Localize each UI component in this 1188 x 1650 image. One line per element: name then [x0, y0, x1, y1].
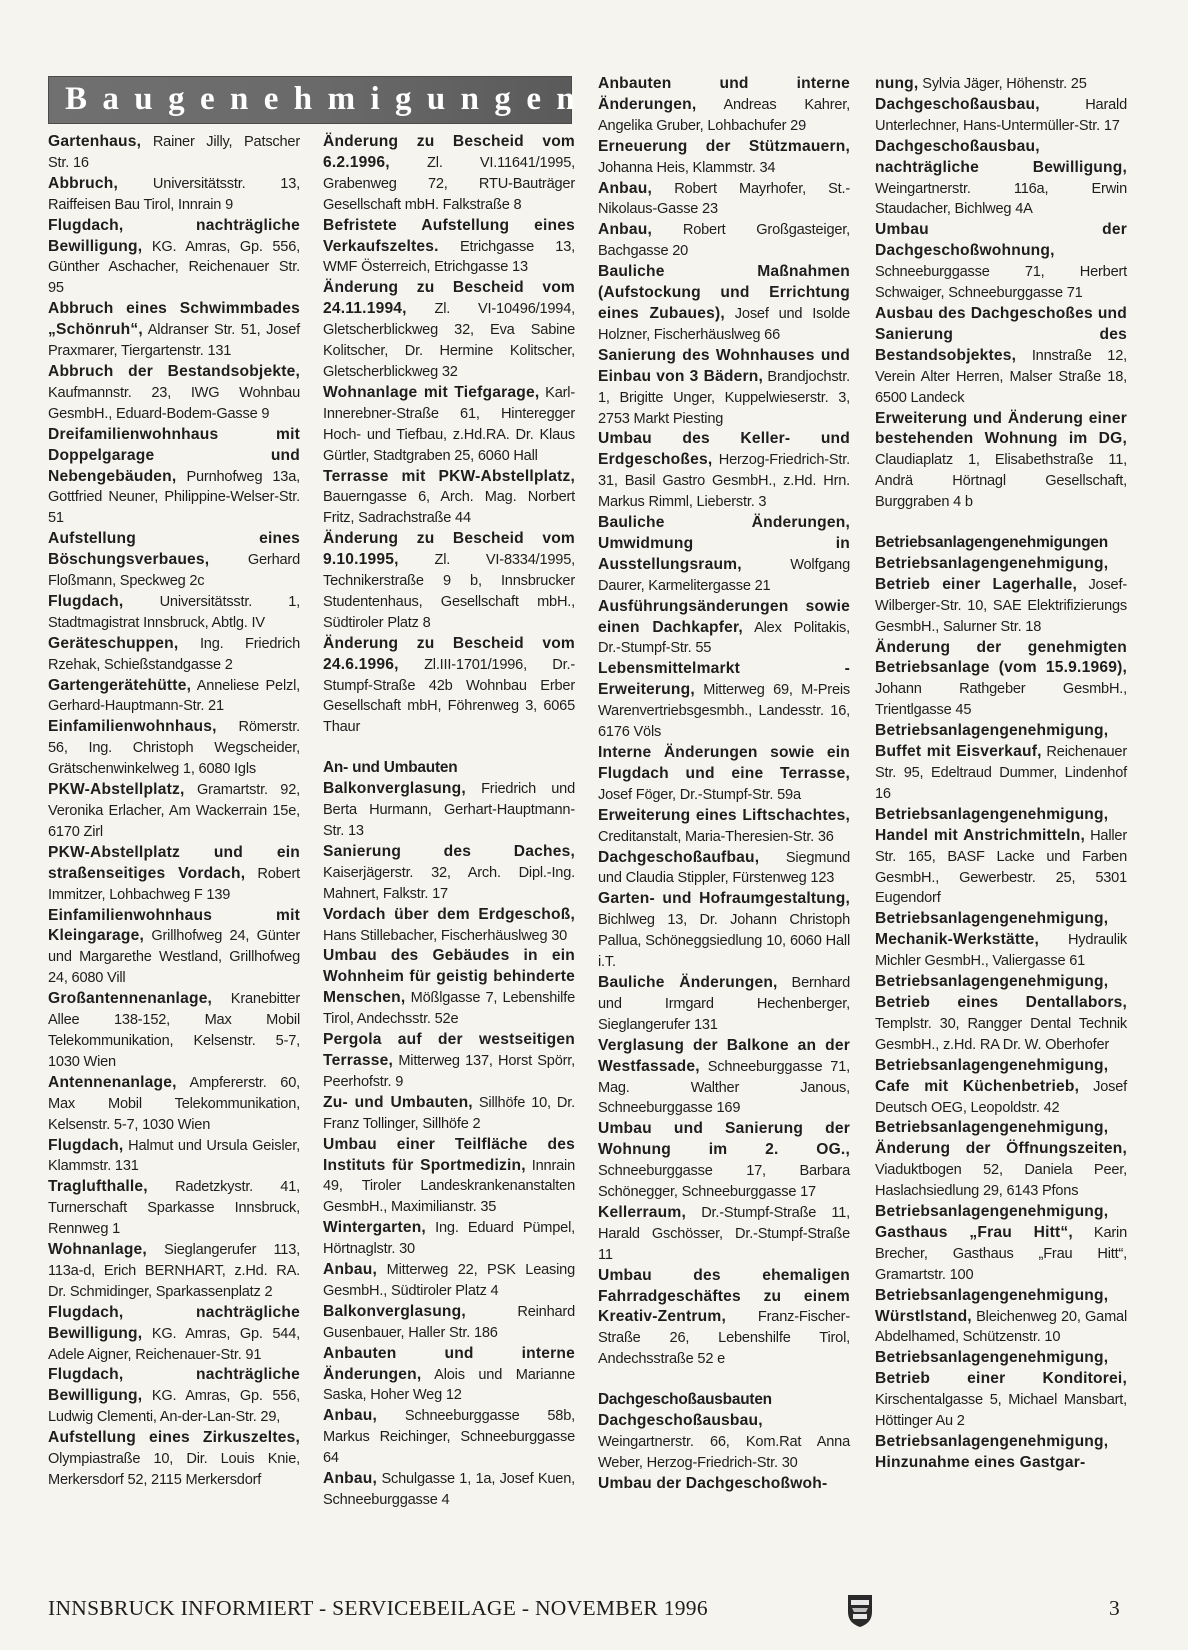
- listing-entry: [598, 513, 850, 597]
- entry-details: Kirschentalgasse 5, Michael Mansbart, Höttinger Au 2: [875, 1392, 1127, 1430]
- listing-entry: [598, 74, 850, 137]
- entry-subject: Befristete Aufstellung eines Verkaufszeltes.: [323, 216, 575, 255]
- listing-entry: [48, 529, 300, 592]
- listing-entry: [598, 806, 850, 848]
- entry-details: Bichlweg 13, Dr. Johann Christoph Pallua, Schöneggsiedlung 10, 6060 Hall i.T.: [598, 912, 850, 971]
- entry-subject: Dreifamilienwohnhaus mit Doppelgarage und Nebengebäuden,: [48, 425, 300, 485]
- entry-subject: Abbruch eines Schwimmbades „Schönruh“,: [48, 300, 300, 339]
- listing-entry: [875, 1056, 1127, 1119]
- entry-subject: Flugdach, nachträgliche Bewilligung,: [48, 1303, 300, 1342]
- listing-entry: [598, 1474, 850, 1495]
- listing-entry: [48, 299, 300, 362]
- entry-subject: Wohnanlage,: [48, 1241, 147, 1259]
- entry-subject: Betriebsanlagengenehmigung, Buffet mit Eisverkauf,: [875, 722, 1109, 761]
- entry-details: Alex Politakis, Dr.-Stumpf-Str. 55: [598, 619, 850, 657]
- entry-subject: Antennenanlage,: [48, 1073, 177, 1091]
- entry-subject: Umbau des ehemaligen Fahrradgeschäftes zu einem Kreativ-Zentrum,: [598, 1266, 850, 1326]
- entry-details: Hydraulik Michler GesmbH., Valiergasse 61: [875, 932, 1127, 970]
- entry-subject: Dachgeschoßausbau, nachträgliche Bewilligung,: [875, 137, 1127, 176]
- footer-title: INNSBRUCK INFORMIERT - SERVICEBEILAGE - NOVEMBER 1996: [48, 1596, 708, 1620]
- entry-details: Josef Föger, Dr.-Stumpf-Str. 59a: [598, 786, 801, 803]
- listing-entry: [48, 1365, 300, 1428]
- entry-details: Siegmund und Claudia Stippler, Fürstenweg 123: [598, 849, 850, 887]
- entry-details: Bernhard und Irmgard Hechenberger, Sieglangerufer 131: [598, 974, 850, 1033]
- listing-entry: [48, 1136, 300, 1178]
- entry-details: Schulgasse 1, 1a, Josef Kuen, Schneeburggasse 4: [323, 1471, 575, 1508]
- entry-subject: Aufstellung eines Zirkuszeltes,: [48, 1429, 300, 1447]
- entry-details: Karl-Innerebner-Straße 61, Hinteregger Hoch- und Tiefbau, z.Hd.RA. Dr. Klaus Gürtler, Stadtgraben 25, 6060 Hall: [323, 384, 575, 464]
- entry-subject: Betriebsanlagengenehmigung, Änderung der Öffnungszeiten,: [875, 1119, 1127, 1158]
- entry-details: Bauerngasse 6, Arch. Mag. Norbert Fritz, Sadrachstraße 44: [323, 489, 575, 527]
- listing-entry: [323, 1218, 575, 1260]
- entry-subject: Bauliche Änderungen,: [598, 973, 778, 991]
- listing-entry: [323, 1344, 575, 1407]
- listing-entry: [323, 1260, 575, 1302]
- listing-entry: [598, 973, 850, 1036]
- entry-details: KG. Amras, Gp. 556, Günther Aschacher, Reichenauer Str. 95: [48, 238, 300, 297]
- listing-entry: [875, 1286, 1127, 1349]
- listing-entry: [48, 1303, 300, 1366]
- entry-details: Purnhofweg 13a, Gottfried Neuner, Philippine-Welser-Str. 51: [48, 468, 300, 527]
- listing-entry: [48, 717, 300, 780]
- listing-entry: [48, 132, 300, 174]
- listing-entry: [323, 132, 575, 216]
- entry-subject: Umbau der Dachgeschoßwohnung,: [875, 221, 1127, 260]
- entry-subject: Umbau und Sanierung der Wohnung im 2. OG.,: [598, 1120, 850, 1159]
- entry-subject: Ausführungsänderungen sowie einen Dachkapfer,: [598, 597, 850, 636]
- listing-entry: [323, 216, 575, 279]
- listing-entry: [323, 1030, 575, 1093]
- entry-subject: Sanierung des Daches,: [323, 842, 575, 860]
- entry-subject: Balkonverglasung,: [323, 1302, 466, 1320]
- entry-details: Schneeburggasse 17, Barbara Schönegger, Schneeburggasse 17: [598, 1163, 850, 1201]
- entry-subject: Vordach über dem Erdgeschoß,: [323, 905, 575, 923]
- section-heading: An- und Umbauten: [323, 759, 458, 777]
- listing-entry: [323, 946, 575, 1030]
- entry-details: Herzog-Friedrich-Str. 31, Basil Gastro GesmbH., z.Hd. Hrn. Markus Rimml, Lieberstr. 3: [598, 452, 850, 511]
- entry-subject: Terrasse mit PKW-Abstellplatz,: [323, 467, 575, 485]
- entry-details: Halmut und Ursula Geisler, Klammstr. 131: [48, 1137, 300, 1175]
- entry-subject: Wohnanlage mit Tiefgarage,: [323, 383, 540, 401]
- entry-subject: Erweiterung eines Liftschachtes,: [598, 806, 850, 824]
- entry-subject: PKW-Abstellplatz und ein straßenseitiges Vordach,: [48, 843, 300, 882]
- entry-subject: Einfamilienwohnhaus mit Kleingarage,: [48, 906, 300, 945]
- listing-entry: [598, 1203, 850, 1266]
- listing-entry: [875, 74, 1127, 95]
- listing-entry: [598, 137, 850, 179]
- listing-entry: [48, 1073, 300, 1136]
- entry-details: Alois und Marianne Saska, Hoher Weg 12: [323, 1366, 575, 1404]
- entry-details: Haller Str. 165, BASF Lacke und Farben GesmbH., Gewerbestr. 25, 5301 Eugendorf: [875, 827, 1127, 907]
- entry-details: Universitätsstr. 1, Stadtmagistrat Innsbruck, Abtlg. IV: [48, 593, 300, 631]
- listing-entry: [875, 972, 1127, 1056]
- listing-entry: [598, 220, 850, 262]
- entry-details: Zl.III-1701/1996, Dr.-Stumpf-Straße 42b Wohnbau Erber Gesellschaft mbH, Föhrenweg 3, 6065 Thaur: [323, 656, 575, 736]
- listing-entry: [323, 529, 575, 634]
- entry-details: Zl. VI-8334/1995, Technikerstraße 9 b, Innsbrucker Studentenhaus, Gesellschaft mbH., Südtiroler Platz 8: [323, 552, 575, 631]
- listing-entry: [598, 1411, 850, 1474]
- entry-subject: Wintergarten,: [323, 1219, 426, 1237]
- entry-details: KG. Amras, Gp. 544, Adele Aigner, Reichenauer-Str. 91: [48, 1325, 300, 1363]
- column-4: [875, 74, 1127, 1474]
- entry-subject: Anbau,: [323, 1470, 378, 1488]
- entry-details: Kranebitter Allee 138-152, Max Mobil Telekommunikation, Kelsenstr. 5-7, 1030 Wien: [48, 991, 300, 1070]
- listing-entry: [48, 1240, 300, 1303]
- entry-details: Ampfererstr. 60, Max Mobil Telekommunikation, Kelsenstr. 5-7, 1030 Wien: [48, 1074, 300, 1133]
- entry-subject: Änderung zu Bescheid vom 24.6.1996,: [323, 634, 575, 673]
- article-body: [48, 76, 1128, 1556]
- entry-details: Rainer Jilly, Patscher Str. 16: [48, 134, 300, 171]
- listing-entry: [598, 179, 850, 221]
- entry-subject: Erweiterung und Änderung einer bestehenden Wohnung im DG,: [875, 409, 1127, 448]
- entry-details: Römerstr. 56, Ing. Christoph Wegscheider, Grätschenwinkelweg 1, 6080 Igls: [48, 719, 300, 778]
- entry-subject: Änderung zu Bescheid vom 9.10.1995,: [323, 530, 575, 569]
- entry-details: Kaiserjägerstr. 32, Arch. Dipl.-Ing. Mahnert, Falkstr. 17: [323, 864, 575, 902]
- listing-entry: [875, 721, 1127, 805]
- listing-entry: [875, 304, 1127, 409]
- listing-entry: [48, 906, 300, 990]
- column-2: [323, 132, 575, 1511]
- listing-entry: [875, 1348, 1127, 1432]
- listing-entry: [48, 634, 300, 676]
- listing-entry: [323, 905, 575, 947]
- entry-details: Hans Stillebacher, Fischerhäuslweg 30: [323, 927, 568, 944]
- listing-entry: [48, 780, 300, 843]
- listing-entry: [598, 429, 850, 513]
- entry-details: Andreas Kahrer, Angelika Gruber, Lohbachufer 29: [598, 96, 850, 134]
- entry-subject: Anbau,: [323, 1407, 378, 1425]
- listing-entry: [323, 467, 575, 530]
- listing-entry: [323, 1302, 575, 1344]
- listing-entry: [48, 989, 300, 1073]
- entry-details: Schneeburggasse 71, Herbert Schwaiger, Schneeburggasse 71: [875, 264, 1127, 302]
- entry-details: Brandjochstr. 1, Brigitte Unger, Kuppelwieserstr. 3, 2753 Markt Piesting: [598, 368, 850, 427]
- entry-subject: Betriebsanlagengenehmigung, Würstlstand,: [875, 1286, 1109, 1325]
- entry-details: KG. Amras, Gp. 556, Ludwig Clementi, An-der-Lan-Str. 29,: [48, 1388, 300, 1426]
- listing-entry: [875, 638, 1127, 722]
- entry-details: Kaufmannstr. 23, IWG Wohnbau GesmbH., Eduard-Bodem-Gasse 9: [48, 384, 300, 422]
- entry-subject: Dachgeschoßausbau,: [875, 95, 1040, 113]
- entry-subject: Flugdach,: [48, 1136, 124, 1154]
- entry-subject: Pergola auf der westseitigen Terrasse,: [323, 1031, 575, 1069]
- city-crest-icon: [845, 1592, 875, 1628]
- entry-subject: Verglasung der Balkone an der Westfassade,: [598, 1036, 850, 1075]
- entry-details: Etrichgasse 13, WMF Österreich, Etrichgasse 13: [323, 238, 575, 276]
- entry-details: Johann Rathgeber GesmbH., Trientlgasse 45: [875, 681, 1127, 719]
- entry-details: Zl. VI.11641/1995, Grabenweg 72, RTU-Bauträger Gesellschaft mbH. Falkstraße 8: [323, 154, 575, 213]
- listing-entry: [598, 1036, 850, 1120]
- entry-subject: Umbau einer Teilfläche des Instituts für Sportmedizin,: [323, 1135, 575, 1174]
- entry-subject: Betriebsanlagengenehmigung, Betrieb einer Lagerhalle,: [875, 554, 1109, 593]
- entry-subject: Abbruch,: [48, 174, 119, 192]
- entry-subject: Umbau des Gebäudes in ein Wohnheim für geistig behinderte Menschen,: [323, 947, 575, 1007]
- entry-details: Ing. Friedrich Rzehak, Schießstandgasse 2: [48, 635, 300, 673]
- entry-details: Karin Brecher, Gasthaus „Frau Hitt“, Gramartstr. 100: [875, 1224, 1127, 1283]
- entry-subject: Zu- und Umbauten,: [323, 1093, 473, 1111]
- entry-details: Gramartstr. 92, Veronika Erlacher, Am Wackerrain 15e, 6170 Zirl: [48, 782, 300, 840]
- entry-details: Radetzkystr. 41, Turnerschaft Sparkasse Innsbruck, Rennweg 1: [48, 1179, 300, 1238]
- entry-subject: Aufstellung eines Böschungsverbaues,: [48, 530, 300, 569]
- entry-subject: nung,: [875, 75, 919, 92]
- entry-details: Weingartnerstr. 116a, Erwin Staudacher, Bichlweg 4A: [875, 180, 1127, 218]
- listing-entry: [598, 659, 850, 743]
- entry-details: Reichenauer Str. 95, Edeltraud Dummer, Lindenhof 16: [875, 744, 1127, 802]
- entry-subject: Balkonverglasung,: [323, 780, 466, 798]
- entry-details: Mitterweg 137, Horst Spörr, Peerhofstr. 9: [323, 1052, 575, 1090]
- entry-details: Gerhard Floßmann, Speckweg 2c: [48, 552, 300, 590]
- listing-entry: [48, 174, 300, 216]
- listing-entry: [323, 634, 575, 739]
- listing-entry: [598, 262, 850, 346]
- listing-entry: [48, 362, 300, 425]
- listing-entry: [598, 1266, 850, 1371]
- listing-entry: [598, 889, 850, 973]
- entry-details: Schneeburggasse 71, Mag. Walther Janous, Schneeburggasse 169: [598, 1058, 850, 1117]
- entry-details: Aldranser Str. 51, Josef Praxmarer, Tiergartenstr. 131: [48, 322, 300, 360]
- entry-subject: Flugdach,: [48, 592, 124, 610]
- listing-entry: [598, 848, 850, 890]
- entry-subject: Traglufthalle,: [48, 1178, 148, 1196]
- entry-details: Schneeburggasse 58b, Markus Reichinger, Schneeburggasse 64: [323, 1408, 575, 1467]
- listing-entry: [875, 95, 1127, 137]
- listing-entry: [323, 779, 575, 842]
- section-heading: Dachgeschoßausbauten: [598, 1391, 772, 1409]
- section-heading: Betriebsanlagengenehmigungen: [875, 534, 1108, 552]
- page-footer: [48, 1592, 1128, 1626]
- entry-details: Josef und Isolde Holzner, Fischerhäuslweg 66: [598, 305, 850, 343]
- entry-subject: Gartengerätehütte,: [48, 676, 192, 694]
- entry-details: Weingartnerstr. 66, Kom.Rat Anna Weber, Herzog-Friedrich-Str. 30: [598, 1434, 850, 1471]
- entry-subject: Betriebsanlagengenehmigung, Mechanik-Werkstätte,: [875, 910, 1109, 949]
- entry-details: Mößlgasse 7, Lebenshilfe Tirol, Andechsstr. 52e: [323, 990, 575, 1028]
- entry-subject: Änderung zu Bescheid vom 6.2.1996,: [323, 133, 575, 171]
- column-1: [48, 132, 300, 1491]
- entry-subject: Änderung der genehmigten Betriebsanlage (vom 15.9.1969),: [875, 638, 1127, 677]
- entry-details: Templstr. 30, Rangger Dental Technik GesmbH., z.Hd. RA Dr. W. Oberhofer: [875, 1015, 1127, 1053]
- listing-entry: [48, 843, 300, 906]
- listing-entry: [598, 597, 850, 660]
- entry-details: Sylvia Jäger, Höhenstr. 25: [918, 76, 1087, 92]
- listing-entry: [323, 1406, 575, 1469]
- entry-subject: Betriebsanlagengenehmigung, Handel mit Anstrichmitteln,: [875, 805, 1109, 844]
- entry-subject: Großantennenanlage,: [48, 990, 213, 1008]
- entry-subject: Anbauten und interne Änderungen,: [598, 75, 850, 113]
- entry-details: Mitterweg 69, M-Preis Warenvertriebsgesmbh., Landesstr. 16, 6176 Völs: [598, 682, 850, 741]
- listing-entry: [875, 1432, 1127, 1474]
- listing-entry: [323, 1135, 575, 1219]
- listing-entry: [875, 909, 1127, 972]
- listing-entry: [323, 842, 575, 905]
- entry-details: Innstraße 12, Verein Alter Herren, Malser Straße 18, 6500 Landeck: [875, 347, 1127, 406]
- entry-details: Olympiastraße 10, Dir. Louis Knie, Merkersdorf 52, 2115 Merkersdorf: [48, 1451, 300, 1488]
- entry-details: Sieglangerufer 113, 113a-d, Erich BERNHART, z.Hd. RA. Dr. Schmidinger, Sparkassenplatz 2: [48, 1242, 300, 1300]
- entry-subject: Bauliche Maßnahmen (Aufstockung und Errichtung eines Zubaues),: [598, 263, 850, 322]
- listing-entry: [48, 1177, 300, 1240]
- listing-entry: [48, 216, 300, 300]
- listing-entry: [323, 383, 575, 467]
- entry-details: Harald Unterlechner, Hans-Untermüller-Str. 17: [875, 96, 1127, 134]
- entry-subject: Lebensmittelmarkt - Erweiterung,: [598, 660, 850, 699]
- entry-details: Bleichenweg 20, Gamal Abdelhamed, Schützenstr. 10: [875, 1308, 1127, 1346]
- listing-entry: [48, 676, 300, 718]
- entry-subject: Umbau der Dachgeschoßwoh-: [598, 1474, 828, 1492]
- listing-entry: [323, 1093, 575, 1135]
- entry-subject: PKW-Abstellplatz,: [48, 781, 185, 799]
- entry-subject: Ausbau des Dachgeschoßes und Sanierung des Bestandsobjektes,: [875, 304, 1127, 364]
- listing-entry: [875, 805, 1127, 910]
- listing-entry: [48, 592, 300, 634]
- entry-details: Johanna Heis, Klammstr. 34: [598, 159, 776, 176]
- entry-subject: Garten- und Hofraumgestaltung,: [598, 890, 850, 908]
- listing-entry: [323, 1469, 575, 1511]
- column-3: [598, 74, 850, 1495]
- entry-details: Franz-Fischer-Straße 26, Lebenshilfe Tirol, Andechsstraße 52 e: [598, 1309, 850, 1368]
- listing-entry: [875, 220, 1127, 304]
- entry-subject: Interne Änderungen sowie ein Flugdach und eine Terrasse,: [598, 744, 850, 782]
- entry-subject: Sanierung des Wohnhauses und Einbau von 3 Bädern,: [598, 346, 850, 385]
- entry-details: Robert Immitzer, Lohbachweg F 139: [48, 865, 300, 903]
- entry-details: Robert Mayrhofer, St.-Nikolaus-Gasse 23: [598, 180, 850, 218]
- entry-details: Ing. Eduard Pümpel, Hörtnaglstr. 30: [323, 1220, 575, 1258]
- entry-details: Wolfgang Daurer, Karmelitergasse 21: [598, 556, 850, 594]
- entry-subject: Betriebsanlagengenehmigung, Betrieb einer Konditorei,: [875, 1349, 1127, 1388]
- entry-subject: Dachgeschoßaufbau,: [598, 848, 760, 866]
- entry-details: Sillhöfe 10, Dr. Franz Tollinger, Sillhöfe 2: [323, 1094, 575, 1132]
- listing-entry: [875, 137, 1127, 221]
- listing-entry: [598, 346, 850, 430]
- listing-entry: [598, 1119, 850, 1203]
- entry-subject: Anbau,: [598, 179, 653, 197]
- entry-details: Josef Deutsch OEG, Leopoldstr. 42: [875, 1078, 1127, 1116]
- entry-subject: Änderung zu Bescheid vom 24.11.1994,: [323, 279, 575, 318]
- entry-subject: Umbau des Keller- und Erdgeschoßes,: [598, 430, 850, 469]
- listing-entry: [598, 743, 850, 806]
- section-title: Baugenehmigungen: [65, 81, 591, 117]
- entry-details: Mitterweg 22, PSK Leasing GesmbH., Südtiroler Platz 4: [323, 1262, 575, 1299]
- entry-subject: Bauliche Änderungen, Umwidmung in Ausstellungsraum,: [598, 514, 850, 573]
- entry-details: Universitätsstr. 13, Raiffeisen Bau Tirol, Innrain 9: [48, 175, 300, 213]
- listing-entry: [48, 425, 300, 530]
- entry-details: Josef-Wilberger-Str. 10, SAE Elektrifizierungs GesmbH., Salurner Str. 18: [875, 576, 1127, 635]
- entry-subject: Einfamilienwohnhaus,: [48, 718, 217, 736]
- listing-entry: [875, 1118, 1127, 1202]
- entry-subject: Betriebsanlagengenehmigung, Gasthaus „Frau Hitt“,: [875, 1203, 1109, 1241]
- entry-subject: Flugdach, nachträgliche Bewilligung,: [48, 216, 300, 255]
- entry-subject: Betriebsanlagengenehmigung, Cafe mit Küchenbetrieb,: [875, 1056, 1109, 1095]
- entry-details: Reinhard Gusenbauer, Haller Str. 186: [323, 1303, 575, 1341]
- entry-details: Robert Großgasteiger, Bachgasse 20: [598, 222, 850, 260]
- entry-details: Claudiaplatz 1, Elisabethstraße 11, Andrä Hörtnagl Gesellschaft, Burggraben 4 b: [875, 452, 1127, 511]
- listing-entry: [48, 1428, 300, 1491]
- listing-entry: [875, 554, 1127, 638]
- entry-subject: Abbruch der Bestandsobjekte,: [48, 362, 300, 380]
- entry-details: Grillhofweg 24, Günter und Margarethe Westland, Grillhofweg 24, 6080 Vill: [48, 928, 300, 987]
- entry-subject: Anbau,: [598, 221, 653, 239]
- entry-details: Creditanstalt, Maria-Theresien-Str. 36: [598, 828, 834, 845]
- entry-details: Dr.-Stumpf-Straße 11, Harald Gschösser, Dr.-Stumpf-Straße 11: [598, 1204, 850, 1263]
- entry-details: Friedrich und Berta Hurmann, Gerhart-Hauptmann-Str. 13: [323, 781, 575, 839]
- listing-entry: [323, 278, 575, 383]
- entry-details: Anneliese Pelzl, Gerhard-Hauptmann-Str. 21: [48, 677, 300, 715]
- listing-entry: [875, 409, 1127, 514]
- entry-subject: Betriebsanlagengenehmigung, Betrieb eines Dentallabors,: [875, 973, 1127, 1011]
- entry-details: Viaduktbogen 52, Daniela Peer, Haslachsiedlung 29, 6143 Pfons: [875, 1162, 1127, 1200]
- listing-entry: [875, 1202, 1127, 1286]
- entry-details: Innrain 49, Tiroler Landeskrankenanstalten GesmbH., Maximilianstr. 35: [323, 1157, 575, 1216]
- entry-subject: Kellerraum,: [598, 1203, 687, 1221]
- entry-subject: Erneuerung der Stützmauern,: [598, 137, 850, 155]
- entry-subject: Gartenhaus,: [48, 133, 142, 150]
- entry-subject: Geräteschuppen,: [48, 634, 179, 652]
- page-number: 3: [1108, 1596, 1120, 1620]
- entry-subject: Betriebsanlagengenehmigung, Hinzunahme eines Gastgar-: [875, 1433, 1109, 1471]
- entry-subject: Anbau,: [323, 1261, 378, 1279]
- entry-subject: Dachgeschoßausbau,: [598, 1412, 763, 1430]
- entry-details: Zl. VI-10496/1994, Gletscherblickweg 32, Eva Sabine Kolitscher, Dr. Hermine Kolitscher, Gletscherblickweg 32: [323, 301, 575, 380]
- entry-subject: Anbauten und interne Änderungen,: [323, 1344, 575, 1383]
- entry-subject: Flugdach, nachträgliche Bewilligung,: [48, 1366, 300, 1405]
